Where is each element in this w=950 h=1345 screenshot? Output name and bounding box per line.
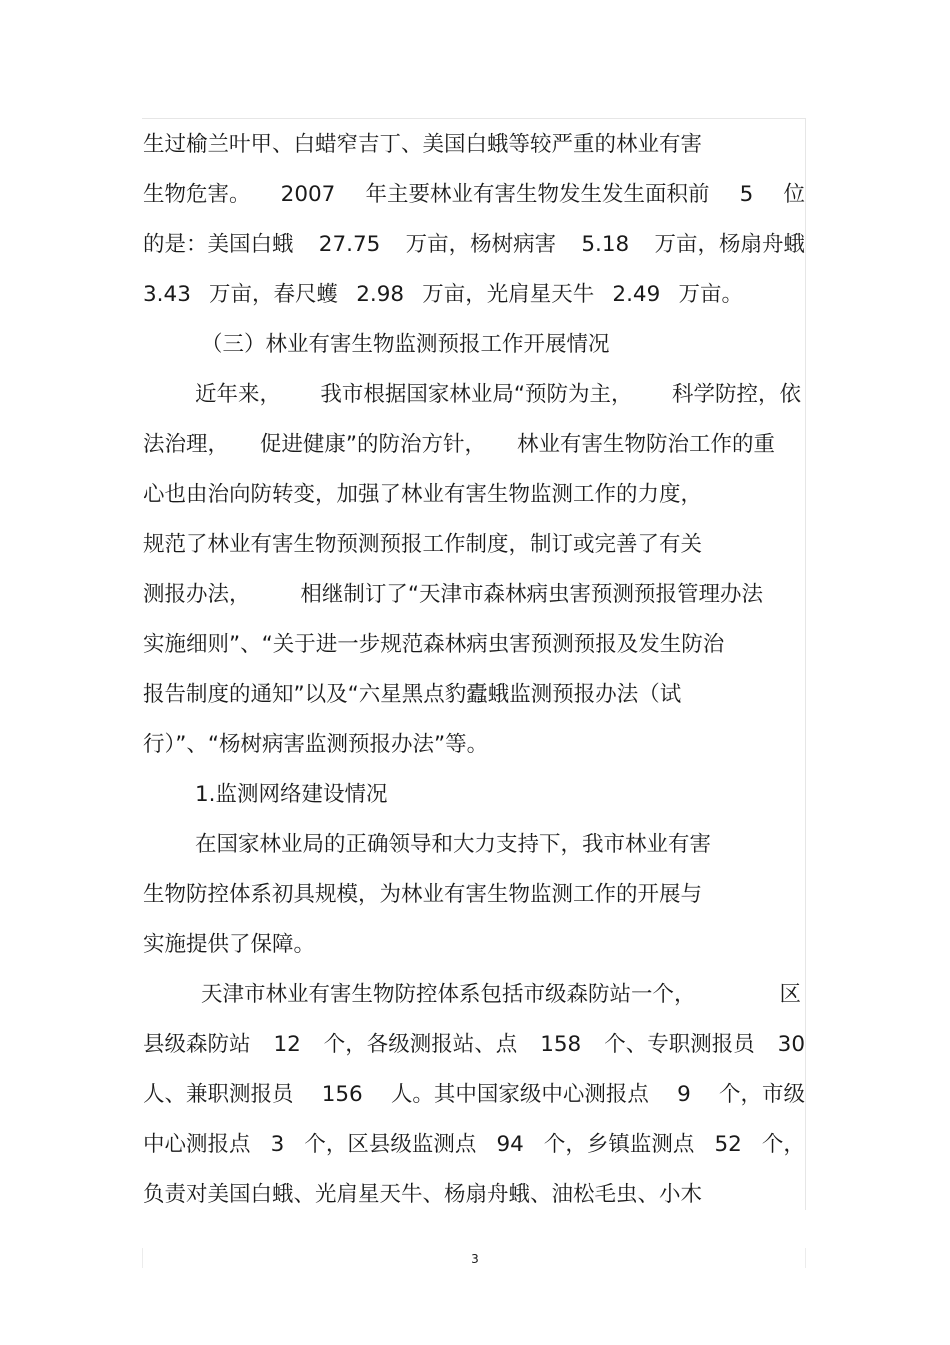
text-segment: 万亩。 [678, 282, 743, 307]
text-segment: 万亩，杨树病害 [405, 232, 557, 257]
text-segment: 相继制订了“天津市森林病虫害预测预报管理办法 [300, 582, 763, 607]
text-segment: 天津市林业有害生物防控体系包括市级森防站一个， [201, 982, 696, 1007]
section-heading [201, 330, 801, 360]
text-segment: 促进健康”的防治方针， [259, 432, 487, 457]
text-line [143, 230, 805, 260]
text-line [143, 680, 805, 710]
text-segment: 万亩，杨扇舟蛾 [654, 232, 805, 257]
text-segment: （三）林业有害生物监测预报工作开展情况 [201, 332, 610, 357]
text-segment: 个，市级 [718, 1082, 805, 1107]
text-segment: 规范了林业有害生物预测预报工作制度，制订或完善了有关 [143, 532, 703, 557]
text-segment: 个，各级测报站、点 [323, 1032, 518, 1057]
subsection-heading [195, 780, 795, 810]
text-line [143, 430, 775, 460]
text-segment: 近年来， [195, 382, 282, 407]
text-segment: 2.98 [356, 282, 405, 307]
page-number: 3 [471, 1252, 479, 1266]
text-line [143, 1180, 805, 1210]
text-segment: 27.75 [318, 232, 381, 257]
text-segment: 区 [779, 982, 801, 1007]
text-line [201, 980, 801, 1010]
text-segment: 的是：美国白蛾 [143, 232, 294, 257]
text-segment: 1.监测网络建设情况 [195, 782, 388, 807]
text-line [143, 930, 805, 960]
text-line [143, 730, 805, 760]
text-segment: 30 [777, 1032, 805, 1057]
text-line [195, 380, 801, 410]
text-segment: 个、专职测报员 [604, 1032, 755, 1057]
text-segment: 2.49 [612, 282, 661, 307]
text-segment: 实施细则”、“关于进一步规范森林病虫害预测预报及发生防治 [143, 632, 725, 657]
text-line [143, 130, 805, 160]
text-segment: 52 [714, 1132, 742, 1157]
text-segment: 行）”、“杨树病害监测预报办法”等。 [143, 732, 489, 757]
text-segment: 94 [496, 1132, 524, 1157]
text-segment: 12 [273, 1032, 301, 1057]
text-segment: 156 [321, 1082, 363, 1107]
text-segment: 人、兼职测报员 [143, 1082, 294, 1107]
text-line [143, 1130, 805, 1160]
text-segment: 3.43 [143, 282, 191, 307]
text-segment: 5 [739, 182, 754, 207]
text-segment: 生物危害。 [143, 182, 251, 207]
text-line [143, 1080, 805, 1110]
text-segment: 个，区县级监测点 [304, 1132, 477, 1157]
text-segment: 测报办法， [143, 582, 251, 607]
text-segment: 人。其中国家级中心测报点 [390, 1082, 649, 1107]
text-segment: 位 [783, 182, 805, 207]
text-line [143, 580, 763, 610]
text-segment: 在国家林业局的正确领导和大力支持下，我市林业有害 [195, 832, 712, 857]
text-segment: 县级森防站 [143, 1032, 251, 1057]
text-line [143, 280, 743, 310]
text-line [143, 630, 805, 660]
text-segment: 生过榆兰叶甲、白蜡窄吉丁、美国白蛾等较严重的林业有害 [143, 132, 703, 157]
text-segment: 报告制度的通知”以及“六星黑点豹蠹蛾监测预报办法（试 [143, 682, 682, 707]
text-segment: 我市根据国家林业局“预防为主， [320, 382, 633, 407]
text-segment: 中心测报点 [143, 1132, 251, 1157]
text-segment: 年主要林业有害生物发生发生面积前 [365, 182, 710, 207]
text-line [143, 530, 805, 560]
text-segment: 林业有害生物防治工作的重 [516, 432, 775, 457]
text-line [143, 1030, 805, 1060]
text-line [143, 180, 805, 210]
text-segment: 心也由治向防转变，加强了林业有害生物监测工作的力度， [143, 482, 703, 507]
text-segment: 3 [270, 1132, 285, 1157]
text-segment: 万亩，光肩星天牛 [422, 282, 595, 307]
text-segment: 万亩，春尺蠖 [209, 282, 339, 307]
text-segment: 2007 [280, 182, 336, 207]
text-line [195, 830, 801, 860]
text-segment: 个，乡镇监测点 [543, 1132, 695, 1157]
text-segment: 科学防控，依 [671, 382, 801, 407]
text-segment: 9 [677, 1082, 691, 1107]
text-segment: 负责对美国白蛾、光肩星天牛、杨扇舟蛾、油松毛虫、小木 [143, 1182, 703, 1207]
text-line [143, 880, 805, 910]
text-line [143, 480, 805, 510]
text-segment: 158 [540, 1032, 582, 1057]
text-segment: 生物防控体系初具规模，为林业有害生物监测工作的开展与 [143, 882, 703, 907]
text-segment: 法治理， [143, 432, 230, 457]
text-segment: 实施提供了保障。 [143, 932, 316, 957]
text-segment: 5.18 [581, 232, 630, 257]
text-segment: 个， [761, 1132, 805, 1157]
